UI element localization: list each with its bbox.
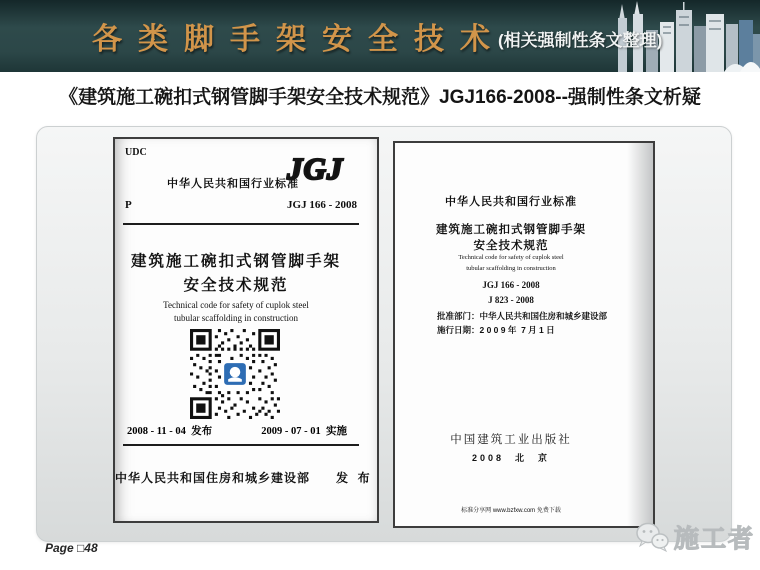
brand-name: 施工者 (674, 525, 756, 553)
p-classification-label: P (125, 199, 132, 211)
record-number: J 823 - 2008 (488, 295, 534, 305)
page-title-line2: 安全技术规范 (473, 240, 549, 252)
header-title-row (92, 0, 662, 72)
cover-title-line2: 安全技术规范 (183, 277, 289, 294)
approval-department-line: 批准部门：中华人民共和国住房和城乡建设部 (437, 311, 608, 321)
page-number: Page □48 (45, 541, 98, 555)
standard-class-label: 中华人民共和国行业标准 (445, 196, 577, 208)
publisher-line: 中华人民共和国住房和城乡建设部 发 布 (115, 471, 371, 485)
press-name: 中国建筑工业出版社 (450, 434, 572, 446)
divider-line (123, 223, 359, 225)
divider-line (123, 444, 359, 446)
slide-title: 各类脚手架安全技术 (92, 23, 506, 56)
implementation-date: 2009 - 07 - 01 实施 (261, 426, 347, 437)
standard-cover-scan (113, 137, 379, 523)
standard-code: JGJ 166 - 2008 (287, 199, 357, 211)
page-title-line1: 建筑施工碗扣式钢管脚手架 (436, 224, 586, 236)
cover-english-title-line2: tubular scaffolding in construction (173, 313, 299, 323)
standard-code: JGJ 166 - 2008 (482, 280, 540, 290)
implementation-date-line: 施行日期：2 0 0 9 年 7 月 1 日 (437, 325, 555, 335)
slide-header (0, 0, 760, 72)
cover-title-line1: 建筑施工碗扣式钢管脚手架 (130, 253, 341, 270)
brand-watermark (634, 519, 755, 555)
date-row (127, 423, 347, 438)
slide-title-annotation: (相关强制性条文整理) (498, 30, 663, 50)
udc-label: UDC (125, 147, 147, 158)
cover-english-title-line1: Technical code for safety of cuplok steel (163, 300, 309, 310)
qr-code (190, 329, 280, 419)
slide-subtitle: 《建筑施工碗扣式钢管脚手架安全技术规范》JGJ166-2008--强制性条文析疑 (59, 87, 701, 108)
english-title-line2: tubular scaffolding in construction (466, 265, 556, 272)
year-city-line: 2008 北 京 (471, 453, 551, 463)
english-title-line1: Technical code for safety of cuplok steel (458, 254, 564, 261)
issue-date: 2008 - 11 - 04 发布 (127, 426, 213, 437)
jgj-logo: JGJ (287, 151, 344, 186)
wechat-icon (634, 521, 670, 553)
standard-title-page-scan (393, 141, 655, 528)
standard-class-label: 中华人民共和国行业标准 (167, 178, 299, 190)
download-watermark: 标准分享网 www.bzfxw.com 免费下载 (461, 508, 561, 514)
